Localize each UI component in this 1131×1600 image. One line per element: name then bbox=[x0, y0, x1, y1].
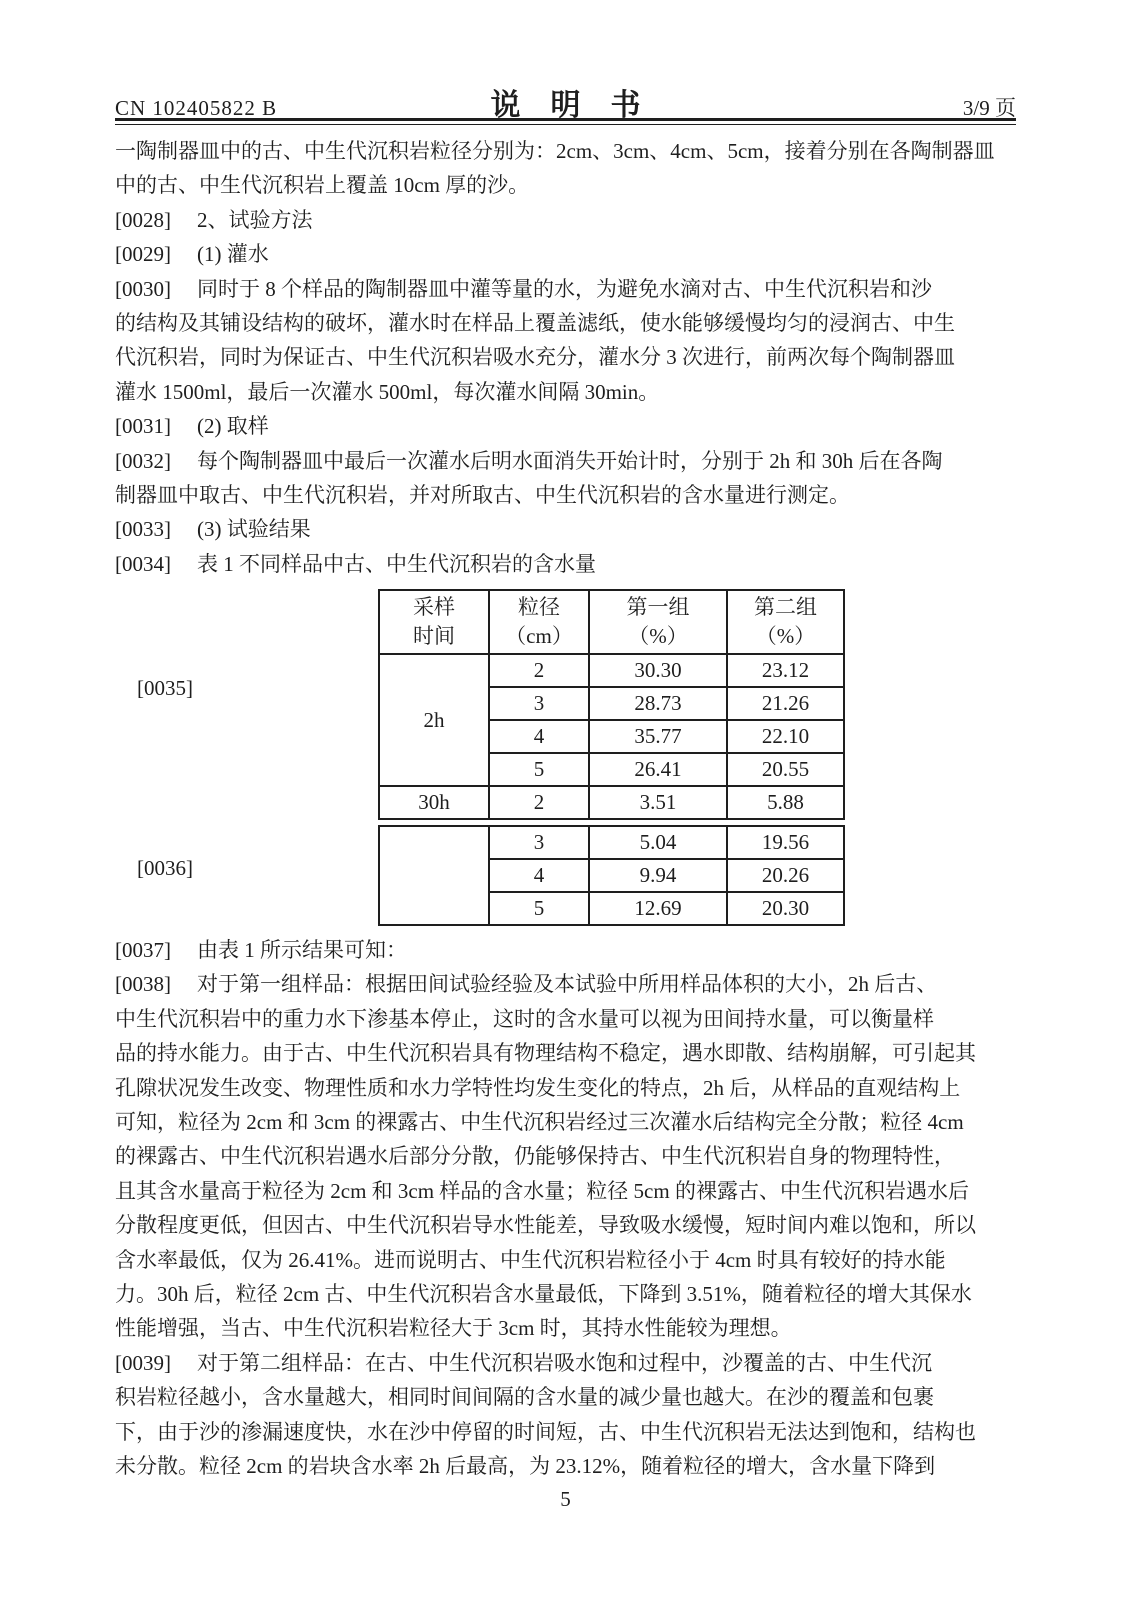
page-content bbox=[115, 80, 1016, 1511]
paragraph-line bbox=[115, 512, 1016, 546]
paragraph-line bbox=[115, 1311, 1016, 1345]
table-cell-size: 4 bbox=[489, 720, 589, 753]
paragraph-text: 制器皿中取古、中生代沉积岩，并对所取古、中生代沉积岩的含水量进行测定。 bbox=[115, 482, 850, 507]
paragraph-line bbox=[115, 1346, 1016, 1380]
paragraph-line bbox=[115, 1105, 1016, 1139]
paragraph-number-tag: [0039] bbox=[115, 1350, 171, 1375]
paragraph-number-tag: [0029] bbox=[115, 242, 171, 267]
paragraph-line bbox=[115, 409, 1016, 443]
paragraph-number-tag: [0037] bbox=[115, 938, 171, 963]
paragraph-text: 中的古、中生代沉积岩上覆盖 10cm 厚的沙。 bbox=[115, 173, 530, 198]
margin-paragraph-tag-0036: [0036] bbox=[137, 856, 193, 881]
table-cell-group2: 22.10 bbox=[727, 720, 844, 753]
paragraph-text: 一陶制器皿中的古、中生代沉积岩粒径分别为：2cm、3cm、4cm、5cm，接着分别在各陶制器皿 bbox=[115, 139, 995, 163]
table-cell-group2: 20.30 bbox=[727, 892, 844, 925]
paragraph-text: 且其含水量高于粒径为 2cm 和 3cm 样品的含水量；粒径 5cm 的裸露古、中生代沉积岩遇水后 bbox=[115, 1178, 969, 1203]
margin-paragraph-tag-0035: [0035] bbox=[137, 676, 193, 701]
paragraph-text: (3) 试验结果 bbox=[197, 517, 311, 542]
table-cell-group1: 3.51 bbox=[589, 786, 727, 819]
paragraph-text: 对于第一组样品：根据田间试验经验及本试验中所用样品体积的大小，2h 后古、 bbox=[197, 972, 938, 997]
table-row bbox=[379, 654, 844, 687]
paragraph-text: (1) 灌水 bbox=[197, 242, 269, 267]
table-cell-group2: 19.56 bbox=[727, 826, 844, 859]
paragraph-line bbox=[115, 967, 1016, 1001]
table-header-cell: 粒径 （cm） bbox=[489, 590, 589, 654]
table-cell-group2: 23.12 bbox=[727, 654, 844, 687]
paragraph-text: 表 1 不同样品中古、中生代沉积岩的含水量 bbox=[197, 551, 596, 576]
paragraph-text: 灌水 1500ml，最后一次灌水 500ml，每次灌水间隔 30min。 bbox=[115, 379, 660, 404]
paragraph-number-tag: [0032] bbox=[115, 448, 171, 473]
table-1-region bbox=[115, 581, 1016, 933]
table-header-cell: 采样 时间 bbox=[379, 590, 489, 654]
paragraph-line bbox=[115, 1174, 1016, 1208]
paragraph-line bbox=[115, 1415, 1016, 1449]
paragraph-line bbox=[115, 444, 1016, 478]
paragraph-line bbox=[115, 1071, 1016, 1105]
paragraph-text: 对于第二组样品：在古、中生代沉积岩吸水饱和过程中，沙覆盖的古、中生代沉 bbox=[197, 1350, 932, 1375]
table-cell-sampling-time bbox=[379, 826, 489, 925]
water-content-table-part2 bbox=[378, 825, 845, 926]
page-header bbox=[115, 80, 1016, 122]
paragraph-text: 的裸露古、中生代沉积岩遇水后部分分散，仍能够保持古、中生代沉积岩自身的物理特性， bbox=[115, 1144, 955, 1169]
paragraph-text: 同时于 8 个样品的陶制器皿中灌等量的水，为避免水滴对古、中生代沉积岩和沙 bbox=[197, 276, 932, 301]
body-text-upper bbox=[115, 134, 1016, 581]
table-cell-group1: 35.77 bbox=[589, 720, 727, 753]
table-cell-size: 3 bbox=[489, 826, 589, 859]
table-cell-group1: 30.30 bbox=[589, 654, 727, 687]
paragraph-line bbox=[115, 1036, 1016, 1070]
paragraph-text: (2) 取样 bbox=[197, 414, 269, 439]
paragraph-number-tag: [0033] bbox=[115, 517, 171, 542]
paragraph-text: 孔隙状况发生改变、物理性质和水力学特性均发生变化的特点，2h 后，从样品的直观结构上 bbox=[115, 1075, 961, 1100]
paragraph-line bbox=[115, 375, 1016, 409]
table-cell-sampling-time: 30h bbox=[379, 786, 489, 819]
paragraph-line bbox=[115, 547, 1016, 581]
table-header-cell: 第二组 （%） bbox=[727, 590, 844, 654]
paragraph-text: 每个陶制器皿中最后一次灌水后明水面消失开始计时，分别于 2h 和 30h 后在各陶 bbox=[197, 448, 943, 473]
patent-number: CN 102405822 B bbox=[115, 96, 278, 120]
paragraph-text: 中生代沉积岩中的重力水下渗基本停止，这时的含水量可以视为田间持水量，可以衡量样 bbox=[115, 1006, 934, 1031]
paragraph-line bbox=[115, 1380, 1016, 1414]
body-text-lower bbox=[115, 933, 1016, 1483]
table-cell-group2: 21.26 bbox=[727, 687, 844, 720]
paragraph-number-tag: [0031] bbox=[115, 414, 171, 439]
paragraph-text: 含水率最低，仅为 26.41%。进而说明古、中生代沉积岩粒径小于 4cm 时具有较好的持水能 bbox=[115, 1247, 946, 1272]
paragraph-text: 未分散。粒径 2cm 的岩块含水率 2h 后最高，为 23.12%，随着粒径的增大，含水量下降到 bbox=[115, 1453, 936, 1478]
paragraph-line bbox=[115, 168, 1016, 202]
table-row bbox=[379, 826, 844, 859]
paragraph-line bbox=[115, 933, 1016, 967]
table-cell-size: 2 bbox=[489, 654, 589, 687]
paragraph-number-tag: [0030] bbox=[115, 276, 171, 301]
paragraph-line bbox=[115, 203, 1016, 237]
paragraph-line bbox=[115, 1002, 1016, 1036]
table-cell-size: 3 bbox=[489, 687, 589, 720]
paragraph-text: 品的持水能力。由于古、中生代沉积岩具有物理结构不稳定，遇水即散、结构崩解，可引起其 bbox=[115, 1041, 976, 1066]
table-cell-group1: 26.41 bbox=[589, 753, 727, 786]
table-cell-group1: 5.04 bbox=[589, 826, 727, 859]
paragraph-line bbox=[115, 1449, 1016, 1483]
paragraph-text: 力。30h 后，粒径 2cm 古、中生代沉积岩含水量最低，下降到 3.51%，随着粒径的增大其保水 bbox=[115, 1281, 972, 1306]
page-indicator: 3/9 页 bbox=[962, 96, 1016, 120]
paragraph-text: 性能增强，当古、中生代沉积岩粒径大于 3cm 时，其持水性能较为理想。 bbox=[115, 1316, 792, 1341]
table-cell-group2: 20.55 bbox=[727, 753, 844, 786]
document-title: 说明书 bbox=[490, 89, 671, 122]
table-cell-group1: 9.94 bbox=[589, 859, 727, 892]
paragraph-number-tag: [0038] bbox=[115, 972, 171, 997]
table-cell-group2: 20.26 bbox=[727, 859, 844, 892]
paragraph-line bbox=[115, 1243, 1016, 1277]
table-cell-size: 4 bbox=[489, 859, 589, 892]
table-row bbox=[379, 786, 844, 819]
paragraph-text: 由表 1 所示结果可知： bbox=[197, 938, 407, 963]
paragraph-number-tag: [0034] bbox=[115, 551, 171, 576]
paragraph-line bbox=[115, 478, 1016, 512]
paragraph-line bbox=[115, 1139, 1016, 1173]
paragraph-text: 分散程度更低，但因古、中生代沉积岩导水性能差，导致吸水缓慢，短时间内难以饱和，所以 bbox=[115, 1213, 976, 1238]
paragraph-text: 代沉积岩，同时为保证古、中生代沉积岩吸水充分，灌水分 3 次进行，前两次每个陶制器皿 bbox=[115, 345, 955, 370]
paragraph-line bbox=[115, 306, 1016, 340]
paragraph-line bbox=[115, 1208, 1016, 1242]
footer-page-number: 5 bbox=[560, 1487, 571, 1512]
paragraph-text: 的结构及其铺设结构的破坏，灌水时在样品上覆盖滤纸，使水能够缓慢均匀的浸润古、中生 bbox=[115, 310, 955, 335]
water-content-table-part1 bbox=[378, 589, 845, 820]
table-cell-group1: 12.69 bbox=[589, 892, 727, 925]
table-cell-size: 2 bbox=[489, 786, 589, 819]
paragraph-line bbox=[115, 134, 1016, 168]
paragraph-line bbox=[115, 1277, 1016, 1311]
table-cell-sampling-time: 2h bbox=[379, 654, 489, 786]
table-cell-group1: 28.73 bbox=[589, 687, 727, 720]
paragraph-text: 可知，粒径为 2cm 和 3cm 的裸露古、中生代沉积岩经过三次灌水后结构完全分散；粒径 4cm bbox=[115, 1110, 964, 1135]
paragraph-line bbox=[115, 237, 1016, 271]
paragraph-text: 积岩粒径越小，含水量越大，相同时间间隔的含水量的减少量也越大。在沙的覆盖和包裹 bbox=[115, 1385, 934, 1410]
table-header-cell: 第一组 （%） bbox=[589, 590, 727, 654]
table-cell-size: 5 bbox=[489, 892, 589, 925]
table-cell-size: 5 bbox=[489, 753, 589, 786]
paragraph-number-tag: [0028] bbox=[115, 207, 171, 232]
paragraph-line bbox=[115, 272, 1016, 306]
table-cell-group2: 5.88 bbox=[727, 786, 844, 819]
paragraph-text: 2、试验方法 bbox=[197, 207, 313, 232]
paragraph-line bbox=[115, 340, 1016, 374]
paragraph-text: 下，由于沙的渗漏速度快，水在沙中停留的时间短，古、中生代沉积岩无法达到饱和，结构也 bbox=[115, 1419, 976, 1444]
